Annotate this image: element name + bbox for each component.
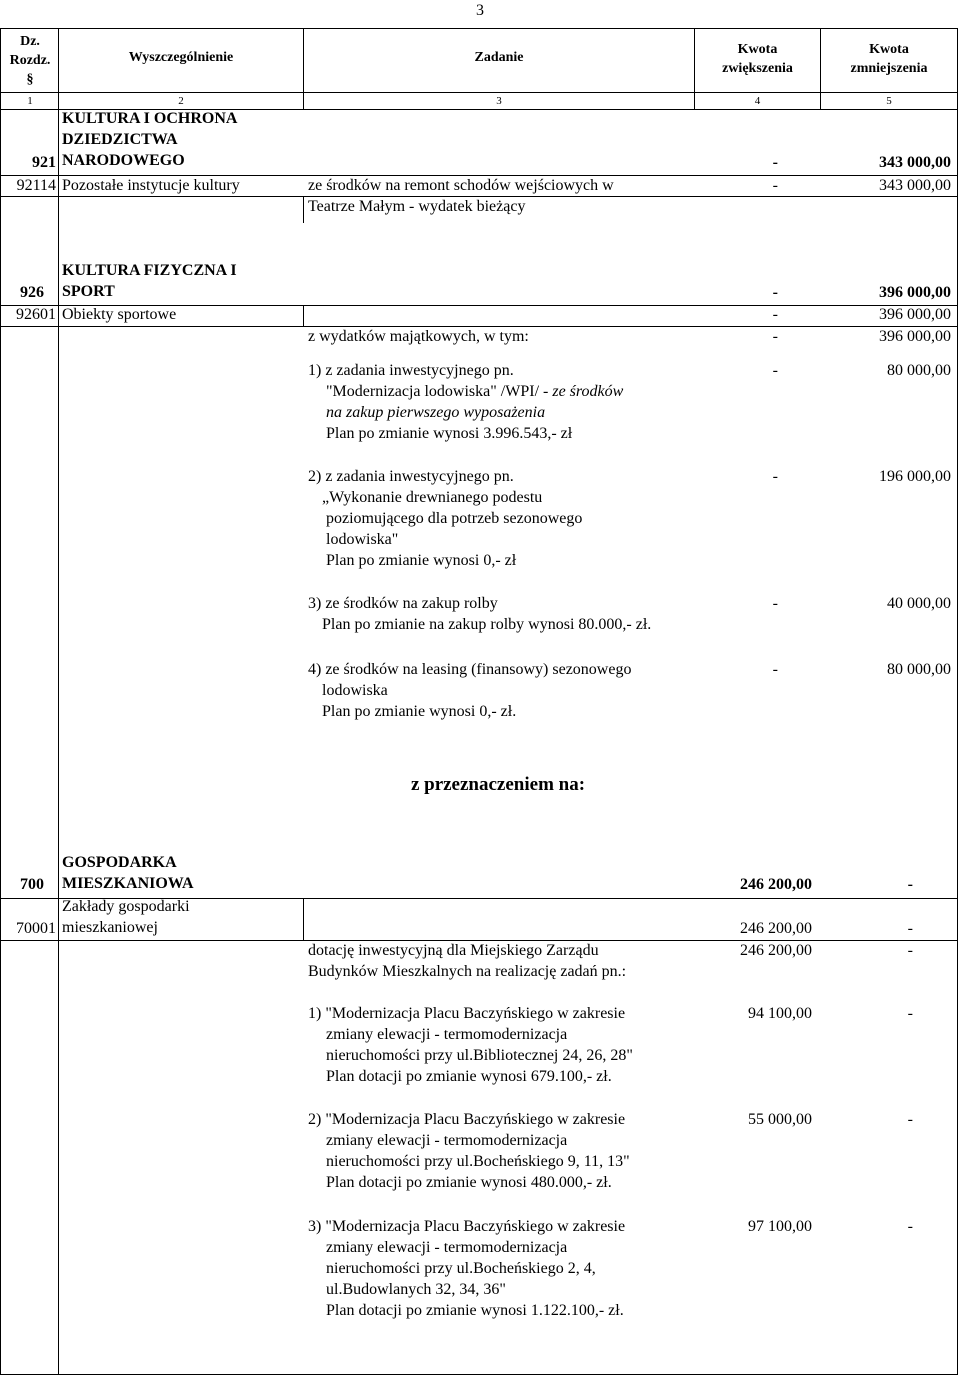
col-number-5: 5	[886, 95, 892, 107]
table-border-right	[957, 28, 958, 1374]
section-921-decrease: 343 000,00	[879, 154, 951, 171]
section-700-increase: 246 200,00	[740, 876, 812, 893]
header-col4: Kwota zwiększenia	[722, 42, 793, 76]
row-92114-name: Pozostałe instytucje kultury	[62, 177, 240, 194]
page-number: 3	[476, 2, 484, 19]
row-92601-item-3-increase: -	[772, 595, 778, 612]
header-separator	[0, 92, 958, 93]
row-92601-item-4-decrease: 80 000,00	[887, 661, 951, 678]
section-926-increase: -	[772, 284, 778, 301]
row-92601-item-1-decrease: 80 000,00	[887, 362, 951, 379]
row-70001-sub-decrease: -	[907, 942, 913, 959]
table-border-bottom	[0, 1374, 958, 1375]
row-92114-increase: -	[772, 177, 778, 194]
col-divider-2-92114	[303, 196, 304, 223]
row-92114-decrease: 343 000,00	[879, 177, 951, 194]
header-col1: Dz. Rozdz. §	[9, 34, 51, 87]
col-number-4: 4	[754, 95, 761, 107]
row-92601-name: Obiekty sportowe	[62, 306, 177, 323]
row-92114-task: ze środków na remont schodów wejściowych w Teatrze Małym - wydatek bieżący	[308, 177, 614, 215]
purpose-heading: z przeznaczeniem na:	[410, 774, 586, 795]
row-92601-decrease: 396 000,00	[879, 306, 951, 323]
row-70001-item-1-decrease: -	[907, 1005, 913, 1022]
section-700-name: GOSPODARKA MIESZKANIOWA	[62, 854, 194, 892]
header-col2: Wyszczególnienie	[128, 50, 234, 65]
row-92601-item-2-decrease: 196 000,00	[879, 468, 951, 485]
row-92601-item-4: 4) ze środków na leasing (finansowy) sezonowego lodowiska Plan po zmianie wynosi 0,- zł.	[308, 661, 632, 720]
col-divider-2-70001	[303, 898, 304, 940]
row-70001-item-3: 3) "Modernizacja Placu Baczyńskiego w zakresie zmiany elewacji - termomodernizacja nieruchomości przy ul.Bocheńskiego 2, 4, ul.Budowlanych 32, 34, 36" Plan dotacji po zmianie wynosi 1.122.100,- zł.	[308, 1218, 626, 1319]
header-col3: Zadanie	[474, 50, 524, 65]
section-700-decrease: -	[907, 876, 913, 893]
row-70001-subtitle: dotację inwestycyjną dla Miejskiego Zarządu Budynków Mieszkalnych na realizację zadań pn.:	[308, 942, 627, 980]
row-92601-sub-increase: -	[772, 328, 778, 345]
row-92601-sub-decrease: 396 000,00	[879, 328, 951, 345]
row-70001-item-1: 1) "Modernizacja Placu Baczyńskiego w zakresie zmiany elewacji - termomodernizacja nieruchomości przy ul.Bibliotecznej 24, 26, 28" Plan dotacji po zmianie wynosi 679.100,- zł.	[308, 1005, 633, 1085]
row-70001-item-2-increase: 55 000,00	[748, 1111, 812, 1128]
table-border-top	[0, 28, 958, 29]
row-92114-code: 92114	[16, 177, 56, 194]
table-border-left	[0, 28, 1, 1374]
section-921-increase: -	[772, 154, 778, 171]
row-92601-item-2: 2) z zadania inwestycyjnego pn. „Wykonanie drewnianego podestu poziomującego dla potrzeb sezonowego lodowiska" Plan po zmianie wynosi 0,- zł	[308, 468, 583, 569]
row-70001-item-2-decrease: -	[907, 1111, 913, 1128]
header-col5: Kwota zmniejszenia	[850, 42, 928, 76]
section-921-name: KULTURA I OCHRONA DZIEDZICTWA NARODOWEGO	[62, 110, 238, 169]
col-divider-2-header	[303, 28, 304, 109]
col-number-2: 2	[178, 95, 184, 107]
row-70001-item-3-decrease: -	[907, 1218, 913, 1235]
row-70001-item-1-increase: 94 100,00	[748, 1005, 812, 1022]
row-92601-code: 92601	[16, 306, 56, 323]
row-70001-code: 70001	[16, 920, 56, 937]
row-92601-increase: -	[772, 306, 778, 323]
col-divider-2-92601	[303, 305, 304, 326]
section-700-code: 700	[20, 876, 44, 893]
row-92601-item-1-increase: -	[772, 362, 778, 379]
row-70001-increase: 246 200,00	[740, 920, 812, 937]
row-92601-item-3: 3) ze środków na zakup rolby Plan po zmianie na zakup rolby wynosi 80.000,- zł.	[308, 595, 652, 633]
col-number-3: 3	[496, 95, 502, 107]
row-92601-item-2-increase: -	[772, 468, 778, 485]
row-92601-item-4-increase: -	[772, 661, 778, 678]
row-92601-item-3-decrease: 40 000,00	[887, 595, 951, 612]
row-70001-sub-increase: 246 200,00	[740, 942, 812, 959]
row-92601-subtitle: z wydatków majątkowych, w tym:	[308, 328, 529, 345]
col-divider-1	[58, 28, 59, 1374]
row-70001-name: Zakłady gospodarki mieszkaniowej	[62, 898, 190, 936]
section-926-code: 926	[20, 284, 44, 301]
section-926-decrease: 396 000,00	[879, 284, 951, 301]
row-92601-item-1: 1) z zadania inwestycyjnego pn. "Modernizacja lodowiska" /WPI/ - ze środków na zakup pierwszego wyposażenia Plan po zmianie wynosi 3.996.543,- zł	[308, 362, 624, 442]
row-70001-item-2: 2) "Modernizacja Placu Baczyńskiego w zakresie zmiany elewacji - termomodernizacja nieruchomości przy ul.Bocheńskiego 9, 11, 13" Plan dotacji po zmianie wynosi 480.000,- zł.	[308, 1111, 630, 1191]
section-921-code: 921	[32, 154, 56, 171]
col-divider-3-header	[694, 28, 695, 109]
section-926-name: KULTURA FIZYCZNA I SPORT	[62, 262, 237, 300]
row-70001-item-3-increase: 97 100,00	[748, 1218, 812, 1235]
row-70001-decrease: -	[907, 920, 913, 937]
col-number-1: 1	[27, 95, 33, 107]
col-divider-4-header	[820, 28, 821, 109]
